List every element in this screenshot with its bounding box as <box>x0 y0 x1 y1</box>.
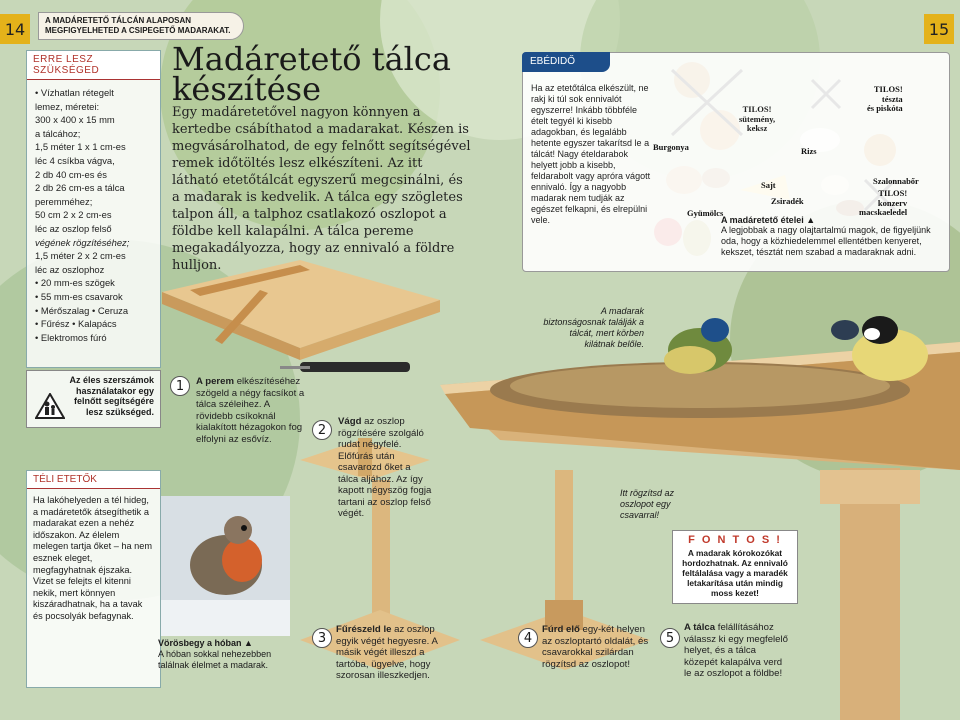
step-1-bold: A perem <box>196 376 235 387</box>
warning-line-2: használatakor egy <box>75 385 154 396</box>
materials-item: 50 cm 2 x 2 cm-es <box>35 209 112 221</box>
step-4-bold: Fúrd elő <box>542 624 580 635</box>
step-1 <box>196 376 306 445</box>
robin-caption-title: Vörösbegy a hóban ▲ <box>158 638 253 648</box>
warning-line-4: lesz szükséged. <box>85 406 154 417</box>
winter-feeders-box <box>26 470 161 688</box>
lunch-box <box>522 52 950 272</box>
step-3 <box>336 624 446 682</box>
page-number-right: 15 <box>924 14 954 44</box>
label-rizs: Rizs <box>801 146 817 156</box>
label-zsiradek: Zsiradék <box>771 196 804 206</box>
materials-list <box>27 80 160 344</box>
step-3-number: 3 <box>312 628 332 648</box>
lunch-text: Ha az etetőtálca elkészült, ne rakj ki túl sok ennivalót egyszerre! Inkább többféle ételt tegyél ki kisebb adagokban, és legalább hetente egyszer takarítsd le a tálcát! Nagy ételdarabok helyett jobb a kisebb, feldarabolt vagy apróra vágott ennivaló. Így a nagyobb madarak nem tudják az egészet felkapni, és elrepülni vele. <box>531 83 651 225</box>
title-line-1: Madáretető tálca <box>172 40 451 78</box>
step-1-number: 1 <box>170 376 190 396</box>
materials-item: 1,5 méter 1 x 1 cm-es <box>35 141 126 153</box>
intro-text: Egy madáretetővel nagyon könnyen a kertedbe csábíthatod a madarakat. Készen is megvásárolhatod, de egy felnőtt segítségével remek időtöltés lesz elkészíteni. Az itt látható etetőtálcát egyszerű megcsinálni, és a madarak is kedvelik. A tálca egy szögletes talpon áll, a talphoz csatlakozó oszlopot a földbe kell kalapálni. A tálca pereme megakadályozza, hogy az ennivaló a földre hulljon. <box>172 105 471 273</box>
winter-text: Ha lakóhelyeden a tél hideg, a madáretetők átsegíthetik a madarakat ezen a nehéz időszakon. Az élelem melegen tartja őket – ha nem esznek eleget, megfagyhatnak éjszaka. Vizet se felejts el kitenni nekik, mert könnyen kiszáradhatnak, ha a tavak és pocsolyák befagynak. <box>33 495 152 621</box>
materials-item: léc 4 csíkba vágva, <box>35 154 115 166</box>
materials-item: 2 db 26 cm-es a tálca <box>35 182 125 194</box>
safety-warning <box>26 370 161 428</box>
step-2 <box>312 416 432 520</box>
materials-item: 1,5 méter 2 x 2 cm-es <box>35 250 126 262</box>
title-line-2: készítése <box>172 70 321 108</box>
step-4-number: 4 <box>518 628 538 648</box>
step-2-text: az oszlop rögzítésére szolgáló rudat négyfelé. Előfúrás után csavarozd őket a tálca aljához. Az így kapott négyszög fogja tartani az oszlop felső végét. <box>338 416 432 519</box>
materials-item: léc az oszlophoz <box>35 263 105 275</box>
materials-item: a tálcához; <box>35 127 81 139</box>
materials-box <box>26 50 161 368</box>
adult-child-icon <box>35 393 65 419</box>
materials-item: lemez, méretei: <box>35 100 100 112</box>
materials-item: 2 db 40 cm-es és <box>35 168 107 180</box>
materials-item: peremméhez; <box>35 195 93 207</box>
step-5-number: 5 <box>660 628 680 648</box>
lunch-tab: EBÉDIDŐ <box>522 52 610 72</box>
step-5-bold: A tálca <box>684 622 716 633</box>
step-2-bold: Vágd <box>338 416 362 427</box>
materials-item: • 20 mm-es szögek <box>35 277 115 289</box>
chapter-line-1: A MADÁRETETŐ TÁLCÁN ALAPOSAN <box>45 16 192 25</box>
chapter-header <box>38 12 244 40</box>
materials-item: léc az oszlop felső <box>35 222 112 234</box>
step-5 <box>684 622 788 680</box>
warning-line-3: felnőtt segítségére <box>73 396 154 406</box>
screw-note: Itt rögzítsd az oszlopot egy csavarral! <box>620 488 675 520</box>
food-caption: A legjobbak a nagy olajtartalmú magok, de figyeljünk oda, hogy a közhiedelemmel ellentétben kenyeret, kekszet, tésztát nem szabad a madaraknak adni. <box>721 225 931 257</box>
important-heading: F O N T O S ! <box>688 534 782 546</box>
step-4 <box>542 624 652 670</box>
step-3-bold: Fűrészeld le <box>336 624 392 635</box>
label-sajt: Sajt <box>761 180 776 190</box>
step-3-text: az oszlop egyik végét hegyesre. A másik végét illeszd a tartóba, ügyelve, hogy szorosan illeszkedjen. <box>336 624 438 681</box>
label-tilos-konzerv: TILOS! konzerv macskaeledel <box>859 188 908 217</box>
materials-item: • 55 mm-es csavarok <box>35 290 123 302</box>
label-tilos-teszta: TILOS! tészta és piskóta <box>867 84 903 113</box>
step-4-text: egy-két helyen az oszloptartó oldalát, és csavarokkal szilárdan rögzítsd az oszlopot! <box>542 624 649 670</box>
chapter-line-2: MEGFIGYELHETED A CSIPEGETŐ MADARAKAT. <box>45 26 231 35</box>
materials-item: végének rögzítéséhez; <box>35 236 130 248</box>
step-1-text: elkészítéséhez szögeld a négy facsíkot a tálca széleihez. A rövidebb csíkoknál kialakított hézagokon fog elfolyni az esővíz. <box>196 376 305 445</box>
materials-item: • Fűrész • Kalapács <box>35 318 117 330</box>
winter-heading: TÉLI ETETŐK <box>27 471 160 489</box>
page-number-left: 14 <box>0 14 30 44</box>
materials-item: 300 x 400 x 15 mm <box>35 114 115 126</box>
robin-caption <box>158 638 298 671</box>
important-text: A madarak kórokozókat hordozhatnak. Az ennivaló feltálalása vagy a maradék letakarítása után mindig moss kezet! <box>682 548 788 598</box>
materials-item: • Elektromos fúró <box>35 331 107 343</box>
food-caption-title: A madáretető ételei ▲ <box>721 215 816 225</box>
bird-caption: A madarak biztonságosnak találják a tálcát, mert körben kilátnak belőle. <box>543 306 644 349</box>
label-tilos-keksz: TILOS! sütemény, keksz <box>739 104 776 133</box>
label-szalonnabor: Szalonnabőr <box>873 176 919 186</box>
label-burgonya: Burgonya <box>653 142 689 152</box>
important-box <box>672 530 798 604</box>
page-title <box>172 40 451 108</box>
robin-caption-text: A hóban sokkal nehezebben találnak élelmet a madarak. <box>158 649 272 670</box>
step-2-number: 2 <box>312 420 332 440</box>
materials-heading: ERRE LESZ SZÜKSÉGED <box>27 51 160 80</box>
step-5-text: felállításához válassz ki egy megfelelő helyet, és a tálca közepét kalapálva verd le az oszlopot a földbe! <box>684 622 788 679</box>
warning-line-1: Az éles szerszámok <box>69 375 154 385</box>
materials-item: • Vízhatlan rétegelt <box>35 87 114 98</box>
materials-item: • Mérőszalag • Ceruza <box>35 304 129 316</box>
label-gyumolcs: Gyümölcs <box>687 208 724 218</box>
